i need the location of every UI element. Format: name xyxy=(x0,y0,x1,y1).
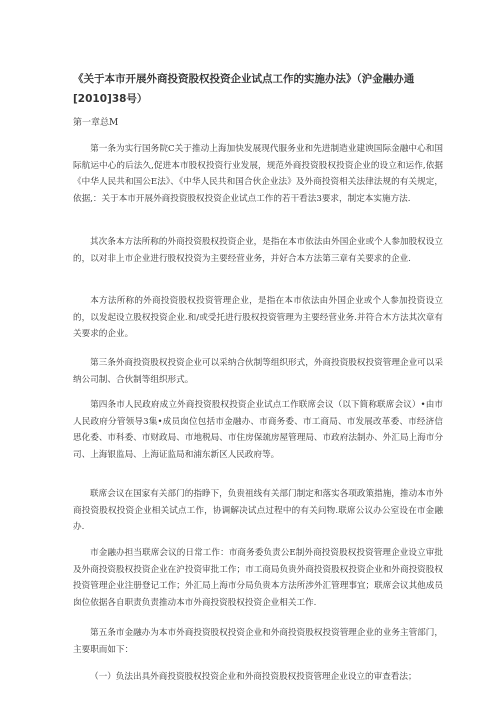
document-title: 《关于本市开展外商投资股权投资企业试点工作的实施办法》（沪金融办通[2010]38号） xyxy=(73,73,415,105)
paragraph-article-1: 第一条为实行国务院C关于推动上海加快发展现代服务业和先进制造业建谀国际金融中心和国际航运中心的后法久,促进本市股权投资行业发展，规范外商投资股权投资企业的设立和运作,依据《中华人民共和国公E法》、《中华人民共和国合伙企业法》及外商投资相关法律法规的有关规定，依据,：关于本市开展外商投资股权投资企业试点工作的若干看法3要求，制定本实施方法. xyxy=(73,144,443,204)
paragraph-article-4-b: 联席会议在国家有关部门的指睁下，负贵祖线有关部门制定和落实各项政策措施，推动本市外商投资股权投资企业相关试点工作，协调解决试点过程中的有关问物.联席公议办公室设在市金融办. xyxy=(73,489,443,532)
paragraph-article-2-b: 本方法所称的外商投资股权投资管理企业，是指在本市依法由外国企业或个人参加投资设立的，以发起设立股权投资企业.和/或受托进行股权投资管理为主要经营业务.并符合木方法其次章有关要求的企业。 xyxy=(73,296,443,339)
paragraph-article-5-item-1: （一）负法出具外商投资股权投资企业和外商投资股权投资管理企业设立的审查看法； xyxy=(90,672,417,682)
chapter-heading: 第一章总M xyxy=(73,118,119,128)
paragraph-article-4-c: 市金融办担当联席会议的日常工作：市商务委负责公E制外商投资股权投资管理企业设立审批及外商投资股权投资企业在沪投资审批工作；市工商局负贵外商投资股权投资企业和外商投资股权投资管理企业注册登记工作；外汇局上海市分局负贵本方法所涉外汇管理事宜；联席会议其他成员囱位依据各自职责负责推动本市外商投资股权投资企业相关工作. xyxy=(73,548,443,608)
paragraph-article-2: 其次条本方法所称的外商投资股权投资企业，是指在本市依法由外国企业或个人参加股权设立的，以对非上市企业进行股权投资为主要经营业务，并好合本方法第三章有关要求的企业. xyxy=(73,237,443,264)
paragraph-article-4: 第四条市人民政府成立外商投资股权投资企业试点工作联席会议（以下简称联席会议）•由市人民政府分管领导3集•成员囱位包括市金融办、市商务委、市工商局、市发展改革委、市经济信思化委、市科委、市财政局、市地税局、市住房保巯房屋管理局、市政府法制办、外汇局上海市分司、上海银监局、上海证监局和浦东新区人民政府等。 xyxy=(73,400,443,460)
paragraph-article-3: 第三条外商投资股权投资企业可以采纳合伙制等组织形式，外商投资股权投资管理企业可以采纳公司制、合伙制等组织形式。 xyxy=(73,358,443,385)
paragraph-article-5: 第五条市金融办为本市外商投资股权投资企业和外商投资股权投资管理企业的业务主管部门，主要职而如下： xyxy=(73,628,443,655)
